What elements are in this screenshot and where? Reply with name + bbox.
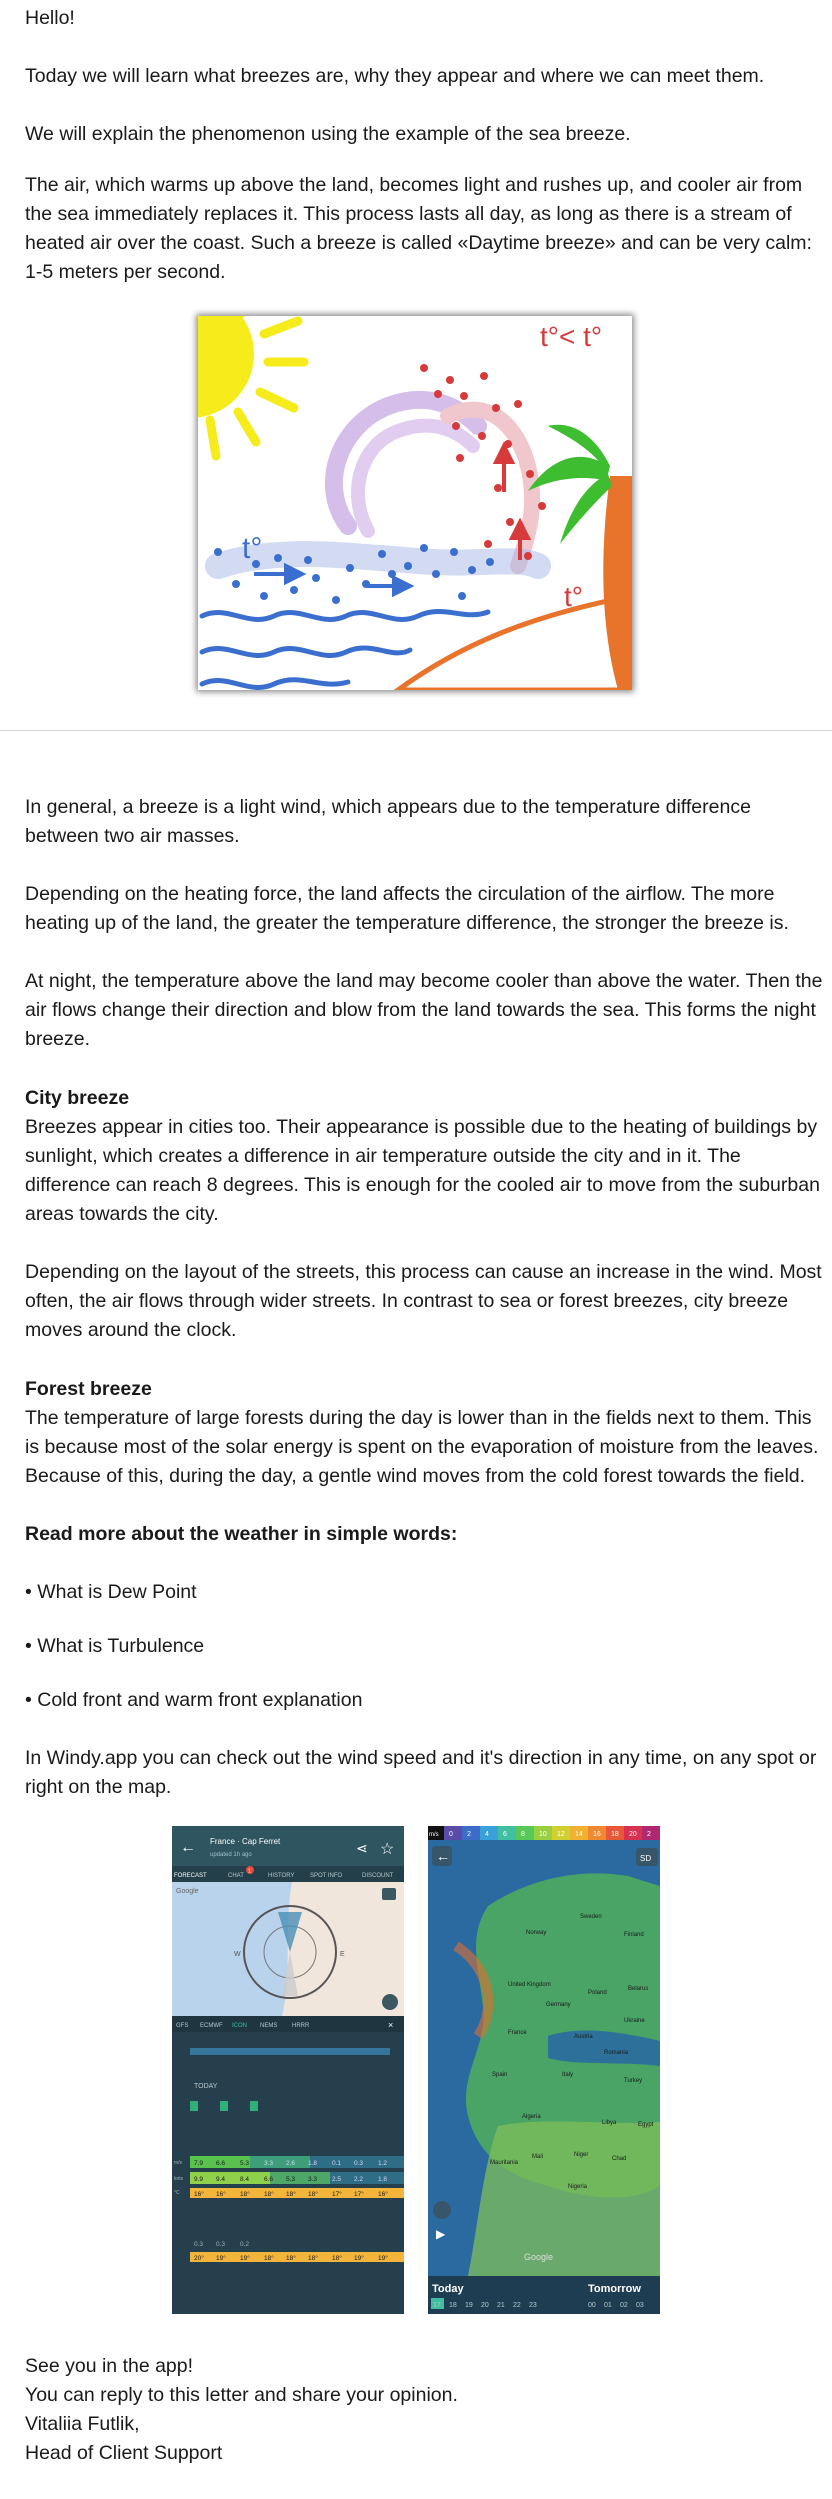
section-divider [0, 730, 832, 731]
scale-value: 6 [503, 1831, 507, 1838]
svg-text:19°: 19° [378, 2255, 388, 2262]
svg-text:16°: 16° [194, 2191, 204, 2198]
scale-cell [642, 1826, 660, 1840]
city-breeze-text: Breezes appear in cities too. Their appearance is possible due to the heating of buildings by sunlight, which creates a difference in air temperature outside the city and in it. The difference can reach 8 degrees. This is enough for the cooled air to move from the suburban areas towards the city. [25, 1116, 820, 1225]
heating-paragraph: Depending on the heating force, the land affects the circulation of the airflow. The more heating up of the land, the greater the temperature difference, the stronger the breeze is. [25, 883, 789, 934]
model-tab-hrrr: HRRR [292, 2023, 310, 2029]
sea-breeze-drawing [198, 316, 632, 690]
country-label: Norway [526, 1930, 547, 1936]
svg-text:16°: 16° [216, 2191, 226, 2198]
svg-text:18°: 18° [308, 2191, 318, 2198]
temperature-row [190, 2188, 404, 2198]
country-label: Romania [604, 2050, 629, 2056]
scale-value: 18 [611, 1831, 619, 1838]
svg-text:18°: 18° [264, 2255, 274, 2262]
scale-value: 14 [575, 1831, 583, 1838]
country-label: Niger [574, 2152, 589, 2158]
svg-text:←: ← [436, 1848, 450, 1864]
svg-text:0.2: 0.2 [240, 2241, 250, 2248]
svg-text:2.5: 2.5 [332, 2176, 342, 2183]
wind-speed-row [190, 2156, 404, 2168]
forest-breeze-text: The temperature of large forests during the day is lower than in the fields next to them. This is because most of the solar energy is spent on the evaporation of moisture from the leaves. Because of this, during the day, a gentle wind moves from the cold forest towards the field. [25, 1407, 819, 1487]
hour-label: 01 [604, 2302, 612, 2309]
svg-text:9.9: 9.9 [194, 2176, 204, 2183]
svg-text:1.8: 1.8 [308, 2160, 318, 2167]
scale-cell [444, 1826, 462, 1840]
hour-label: 22 [513, 2302, 521, 2309]
scale-cell [516, 1826, 534, 1840]
svg-text:18°: 18° [286, 2255, 296, 2262]
sea-waves [202, 612, 488, 688]
svg-text:6.6: 6.6 [264, 2176, 274, 2183]
model-tab-ecmwf: ECMWF [200, 2023, 223, 2029]
illustration-sea-temp: t° [242, 532, 263, 565]
svg-text:5.3: 5.3 [286, 2176, 296, 2183]
country-label: Mali [532, 2154, 544, 2160]
timeline-today: Today [432, 2283, 464, 2295]
country-label: Mauritania [490, 2160, 519, 2166]
app-wind-map-screenshot [428, 1826, 660, 2314]
svg-text:16°: 16° [378, 2191, 388, 2198]
scale-value: 10 [539, 1831, 547, 1838]
svg-text:5.3: 5.3 [240, 2160, 250, 2167]
wind-speed-scale [428, 1826, 660, 1840]
svg-text:2.2: 2.2 [354, 2176, 364, 2183]
country-label: Egypt [638, 2122, 654, 2128]
country-label: France [508, 2030, 527, 2036]
svg-text:1: 1 [248, 1868, 251, 1875]
svg-text:3.3: 3.3 [264, 2160, 274, 2167]
signoff-role: Head of Client Support [25, 2442, 223, 2464]
svg-text:0.3: 0.3 [194, 2241, 204, 2248]
country-label: United Kingdom [508, 1982, 551, 1988]
favorite-star-icon: ☆ [380, 1841, 395, 1858]
country-label: Italy [562, 2072, 574, 2078]
compass-west: W [234, 1951, 241, 1958]
country-label: Nigeria [568, 2184, 588, 2190]
country-label: Finland [624, 1932, 644, 1938]
scale-value: 2 [467, 1831, 471, 1838]
back-arrow-icon: ← [180, 1839, 196, 1856]
spot-title: France · Cap Ferret [210, 1837, 281, 1846]
timeline-tomorrow: Tomorrow [588, 2283, 641, 2295]
play-icon: ▶ [436, 2227, 446, 2241]
scale-value: 16 [593, 1831, 601, 1838]
hour-label: 17 [433, 2302, 441, 2309]
svg-text:8.4: 8.4 [240, 2176, 250, 2183]
notification-bell-icon [382, 1994, 398, 2010]
country-label: Austria [574, 2034, 593, 2040]
svg-text:17°: 17° [332, 2191, 342, 2198]
svg-text:19°: 19° [354, 2255, 364, 2262]
country-label: Libya [602, 2120, 617, 2126]
country-label: Algeria [522, 2114, 541, 2120]
today-label: TODAY [194, 2083, 218, 2090]
scale-value: 4 [485, 1831, 489, 1838]
tab-discount: DISCOUNT [362, 1873, 394, 1879]
country-label: Poland [588, 1990, 607, 1996]
temperature-row-2 [190, 2252, 404, 2262]
country-label: Germany [546, 2002, 571, 2008]
model-tab-nems: NEMS [260, 2023, 278, 2029]
row-label-gust: knts [174, 2176, 184, 2182]
svg-text:19°: 19° [216, 2255, 226, 2262]
svg-text:6.6: 6.6 [216, 2160, 226, 2167]
tab-forecast: FORECAST [174, 1873, 207, 1879]
sun-icon [198, 316, 304, 456]
hour-label: 02 [620, 2302, 628, 2309]
svg-text:2.6: 2.6 [286, 2160, 296, 2167]
signoff-line: See you in the app! [25, 2355, 194, 2377]
city-breeze-heading: City breeze [25, 1087, 130, 1109]
night-paragraph: At night, the temperature above the land may become cooler than above the water. Then the air flows change their direction and blow from the land towards the sea. This forms the night breeze. [25, 970, 823, 1050]
svg-text:1.8: 1.8 [378, 2176, 388, 2183]
app-forecast-screenshot [172, 1826, 404, 2314]
scale-unit: m/s [429, 1832, 439, 1838]
hour-label: 00 [588, 2302, 596, 2309]
intro-paragraph: Today we will learn what breezes are, why they appear and where we can meet them. [25, 65, 765, 87]
svg-text:18°: 18° [332, 2255, 342, 2262]
svg-text:20°: 20° [194, 2255, 204, 2262]
tab-history: HISTORY [268, 1873, 295, 1879]
read-more-link-fronts[interactable]: • Cold front and warm front explanation [25, 1689, 363, 1711]
scale-value: 12 [557, 1831, 565, 1838]
svg-text:3.3: 3.3 [308, 2176, 318, 2183]
signoff-line: You can reply to this letter and share your opinion. [25, 2384, 458, 2406]
spot-subtitle: updated 1h ago [210, 1852, 252, 1858]
model-tab-icon: ICON [232, 2023, 247, 2029]
country-label: Sweden [580, 1914, 602, 1920]
general-paragraph: In general, a breeze is a light wind, which appears due to the temperature difference between two air masses. [25, 796, 751, 847]
read-more-link-turbulence[interactable]: • What is Turbulence [25, 1635, 205, 1657]
locate-icon [433, 2201, 451, 2219]
share-icon: ⋖ [356, 1840, 368, 1856]
scale-value: 8 [521, 1831, 525, 1838]
intro-paragraph: We will explain the phenomenon using the example of the sea breeze. [25, 123, 631, 145]
illustration-land-temp: t° [564, 581, 583, 612]
svg-text:18°: 18° [264, 2191, 274, 2198]
hour-label: 23 [529, 2302, 537, 2309]
tab-chat: CHAT [228, 1873, 244, 1879]
row-label-speed: m/s [174, 2160, 183, 2166]
country-label: Ukraine [624, 2018, 645, 2024]
svg-text:7.9: 7.9 [194, 2160, 204, 2167]
scale-value: 20 [629, 1831, 637, 1838]
country-label: Turkey [624, 2078, 643, 2084]
rain-row [194, 2241, 249, 2248]
scale-cell [462, 1826, 480, 1840]
hour-label: 18 [449, 2302, 457, 2309]
tab-spot-info: SPOT INFO [310, 1873, 343, 1879]
scale-cell [498, 1826, 516, 1840]
svg-text:18°: 18° [286, 2191, 296, 2198]
svg-text:9.4: 9.4 [216, 2176, 226, 2183]
country-label: Spain [492, 2072, 508, 2078]
intro-paragraph: The air, which warms up above the land, becomes light and rushes up, and cooler air from the sea immediately replaces it. This process lasts all day, as long as there is a stream of heated air over the coast. Such a breeze is called «Daytime breeze» and can be very calm: 1-5 meters per second. [25, 174, 812, 283]
model-tab-gfs: GFS [176, 2023, 189, 2029]
hour-label: 19 [465, 2302, 473, 2309]
svg-text:18°: 18° [240, 2191, 250, 2198]
country-label: Chad [612, 2156, 627, 2162]
compass-east: E [340, 1951, 345, 1958]
scale-cell [480, 1826, 498, 1840]
hour-label: 20 [481, 2302, 489, 2309]
read-more-link-dew-point[interactable]: • What is Dew Point [25, 1581, 197, 1603]
map-google-label: Google [176, 1888, 199, 1895]
svg-text:17°: 17° [354, 2191, 364, 2198]
svg-text:SD: SD [640, 1854, 652, 1863]
map-google-label: Google [524, 2252, 554, 2262]
city-breeze-text-2: Depending on the layout of the streets, this process can cause an increase in the wind. Most often, the air flows through wider streets. In contrast to sea or forest breezes, city breeze moves around the clock. [25, 1261, 822, 1341]
greeting: Hello! [25, 7, 75, 29]
svg-text:18°: 18° [308, 2255, 318, 2262]
calendar-icon [382, 1888, 396, 1900]
signoff-name: Vitaliia Futlik, [25, 2413, 140, 2435]
scale-value: 2 [647, 1831, 651, 1838]
close-icon: × [388, 2020, 394, 2030]
hour-label: 03 [636, 2302, 644, 2309]
sea-breeze-illustration [198, 316, 632, 690]
wind-gust-row [190, 2172, 404, 2184]
forest-breeze-heading: Forest breeze [25, 1378, 152, 1400]
hour-label: 21 [497, 2302, 505, 2309]
windy-app-paragraph: In Windy.app you can check out the wind speed and it's direction in any time, on any spot or right on the map. [25, 1747, 817, 1798]
country-label: Belarus [628, 1986, 649, 1992]
svg-text:0.3: 0.3 [216, 2241, 226, 2248]
svg-text:0.1: 0.1 [332, 2160, 342, 2167]
illustration-temp-compare: t°< t° [540, 321, 603, 352]
scale-value: 0 [449, 1831, 453, 1838]
read-more-heading: Read more about the weather in simple words: [25, 1523, 458, 1545]
svg-text:0.3: 0.3 [354, 2160, 364, 2167]
svg-text:19°: 19° [240, 2255, 250, 2262]
row-label-temp: °C [174, 2190, 180, 2196]
svg-text:1.2: 1.2 [378, 2160, 388, 2167]
